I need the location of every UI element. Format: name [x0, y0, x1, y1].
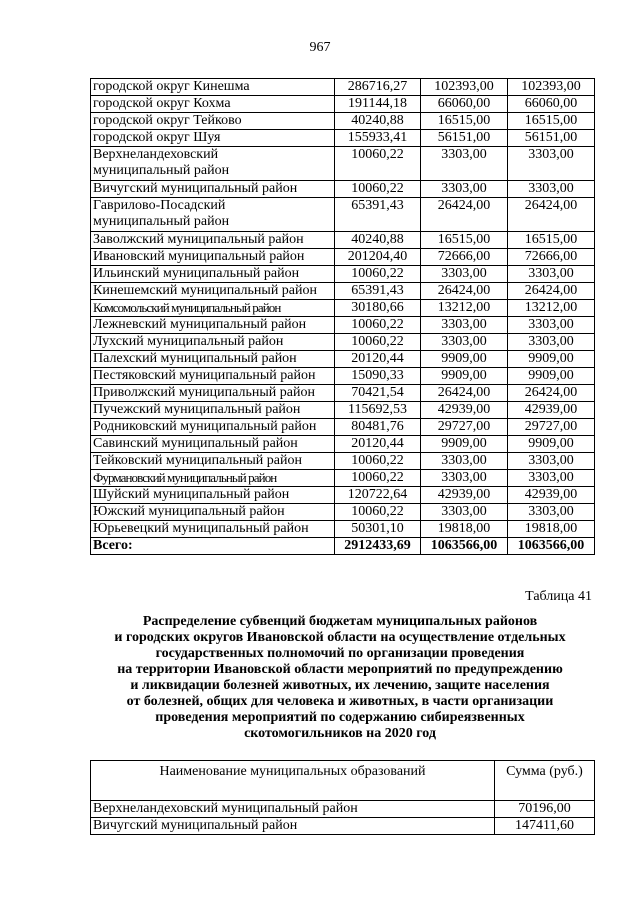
table-row — [91, 504, 595, 521]
value-col-3: 29727,00 — [508, 419, 595, 436]
value-col-1: 15090,33 — [335, 368, 421, 385]
value-col-3: 42939,00 — [508, 487, 595, 504]
value-col-1: 191144,18 — [335, 96, 421, 113]
value-col-1: 10060,22 — [335, 317, 421, 334]
value-col-1: 65391,43 — [335, 198, 421, 232]
value-col-3: 3303,00 — [508, 147, 595, 181]
value-col-3: 3303,00 — [508, 470, 595, 487]
municipality-name: Кинешемский муниципальный район — [91, 283, 335, 300]
municipality-name: Юрьевецкий муниципальный район — [91, 521, 335, 538]
value-col-2: 72666,00 — [421, 249, 508, 266]
title-line: Распределение субвенций бюджетам муниципальных районов — [142, 614, 538, 629]
value-col-2: 66060,00 — [421, 96, 508, 113]
value-col-3: 3303,00 — [508, 453, 595, 470]
value-col-2: 16515,00 — [421, 232, 508, 249]
value-col-2: 13212,00 — [421, 300, 508, 317]
municipality-name: Пучежский муниципальный район — [91, 402, 335, 419]
value-col-1: 10060,22 — [335, 453, 421, 470]
value-col-2: 56151,00 — [421, 130, 508, 147]
value-col-3: 3303,00 — [508, 266, 595, 283]
value-col-2: 26424,00 — [421, 198, 508, 232]
total-value-3: 1063566,00 — [508, 538, 595, 555]
value-col-3: 16515,00 — [508, 232, 595, 249]
value-col-2: 9909,00 — [421, 436, 508, 453]
municipality-name: городской округ Шуя — [91, 130, 335, 147]
value-col-1: 50301,10 — [335, 521, 421, 538]
value-col-3: 3303,00 — [508, 317, 595, 334]
table-row — [91, 147, 595, 181]
table-row — [91, 130, 595, 147]
title-line: на территории Ивановской области мероприятий по предупреждению — [117, 662, 563, 677]
municipality-name: Лухский муниципальный район — [91, 334, 335, 351]
value-col-2: 26424,00 — [421, 385, 508, 402]
title-line: от болезней, общих для человека и животных, в части организации — [126, 694, 554, 709]
value-col-2: 3303,00 — [421, 504, 508, 521]
value-col-3: 102393,00 — [508, 79, 595, 96]
municipality-name: Верхнеландеховский муниципальный район — [91, 147, 335, 181]
value-col-2: 42939,00 — [421, 402, 508, 419]
table-row — [91, 113, 595, 130]
municipality-name: Южский муниципальный район — [91, 504, 335, 521]
header-sum: Сумма (руб.) — [495, 761, 595, 801]
value-col-1: 30180,66 — [335, 300, 421, 317]
value-col-2: 3303,00 — [421, 334, 508, 351]
total-label: Всего: — [91, 538, 335, 555]
value-col-1: 155933,41 — [335, 130, 421, 147]
municipality-name: Савинский муниципальный район — [91, 436, 335, 453]
value-col-2: 9909,00 — [421, 368, 508, 385]
value-col-1: 201204,40 — [335, 249, 421, 266]
value-col-1: 20120,44 — [335, 351, 421, 368]
value-col-2: 19818,00 — [421, 521, 508, 538]
document-title — [80, 614, 600, 742]
municipality-name: Гаврилово-Посадский муниципальный район — [91, 198, 335, 232]
total-value-1: 2912433,69 — [335, 538, 421, 555]
table-row — [91, 79, 595, 96]
value-col-2: 3303,00 — [421, 470, 508, 487]
table-label: Таблица 41 — [525, 589, 592, 604]
value-col-1: 20120,44 — [335, 436, 421, 453]
value-col-3: 42939,00 — [508, 402, 595, 419]
title-line: государственных полномочий по организации проведения — [155, 646, 525, 661]
title-line: скотомогильников на 2020 год — [244, 726, 436, 741]
value-col-1: 10060,22 — [335, 266, 421, 283]
value-col-2: 16515,00 — [421, 113, 508, 130]
value-col-3: 16515,00 — [508, 113, 595, 130]
municipality-name: Тейковский муниципальный район — [91, 453, 335, 470]
municipality-name: Ивановский муниципальный район — [91, 249, 335, 266]
table-row — [91, 368, 595, 385]
value-col-2: 26424,00 — [421, 283, 508, 300]
municipality-name: Заволжский муниципальный район — [91, 232, 335, 249]
distribution-table-body — [91, 801, 595, 835]
value-col-2: 3303,00 — [421, 317, 508, 334]
value-col-3: 19818,00 — [508, 521, 595, 538]
table-row — [91, 96, 595, 113]
distribution-table-header — [91, 761, 595, 801]
table-row — [91, 419, 595, 436]
value-col-2: 3303,00 — [421, 453, 508, 470]
municipality-name: Комсомольский муниципальный район — [91, 300, 335, 317]
title-line: и ликвидации болезней животных, их лечению, защите населения — [130, 678, 550, 693]
value-col-2: 102393,00 — [421, 79, 508, 96]
municipality-name: Вичугский муниципальный район — [91, 181, 335, 198]
value-col-3: 13212,00 — [508, 300, 595, 317]
table-row — [91, 453, 595, 470]
value-col-3: 72666,00 — [508, 249, 595, 266]
value-col-1: 10060,22 — [335, 504, 421, 521]
table-row — [91, 801, 595, 818]
subsidy-table-body — [91, 79, 595, 555]
value-col-3: 9909,00 — [508, 368, 595, 385]
distribution-table — [90, 760, 595, 835]
value-col-2: 3303,00 — [421, 181, 508, 198]
table-row — [91, 266, 595, 283]
municipality-name: Палехский муниципальный район — [91, 351, 335, 368]
table-row — [91, 198, 595, 232]
value-col-1: 286716,27 — [335, 79, 421, 96]
municipality-name: Приволжский муниципальный район — [91, 385, 335, 402]
municipality-name: Пестяковский муниципальный район — [91, 368, 335, 385]
subsidy-table — [90, 78, 595, 555]
value-col-1: 40240,88 — [335, 113, 421, 130]
table-row — [91, 402, 595, 419]
table-row — [91, 317, 595, 334]
total-row — [91, 538, 595, 555]
value-col-3: 66060,00 — [508, 96, 595, 113]
value-col-2: 29727,00 — [421, 419, 508, 436]
value-col-1: 70421,54 — [335, 385, 421, 402]
value-col-1: 40240,88 — [335, 232, 421, 249]
table-row — [91, 232, 595, 249]
value-col-3: 3303,00 — [508, 334, 595, 351]
value-col-2: 3303,00 — [421, 266, 508, 283]
value-col-1: 65391,43 — [335, 283, 421, 300]
value-col-1: 115692,53 — [335, 402, 421, 419]
sum-value: 70196,00 — [495, 801, 595, 818]
table-row — [91, 385, 595, 402]
table-row — [91, 181, 595, 198]
table-row — [91, 818, 595, 835]
table-row — [91, 487, 595, 504]
table-row — [91, 300, 595, 317]
header-municipality: Наименование муниципальных образований — [91, 761, 495, 801]
value-col-2: 3303,00 — [421, 147, 508, 181]
table-row — [91, 249, 595, 266]
value-col-1: 10060,22 — [335, 334, 421, 351]
municipality-name: Ильинский муниципальный район — [91, 266, 335, 283]
title-line: проведения мероприятий по содержанию сибиреязвенных — [155, 710, 525, 725]
sum-value: 147411,60 — [495, 818, 595, 835]
value-col-3: 9909,00 — [508, 351, 595, 368]
value-col-2: 42939,00 — [421, 487, 508, 504]
table-row — [91, 283, 595, 300]
value-col-3: 3303,00 — [508, 504, 595, 521]
table-row — [91, 436, 595, 453]
value-col-1: 10060,22 — [335, 181, 421, 198]
value-col-3: 3303,00 — [508, 181, 595, 198]
municipality-name: городской округ Тейково — [91, 113, 335, 130]
table-row — [91, 470, 595, 487]
municipality-name: Лежневский муниципальный район — [91, 317, 335, 334]
page-number: 967 — [309, 40, 331, 55]
municipality-name: Вичугский муниципальный район — [91, 818, 495, 835]
value-col-3: 26424,00 — [508, 198, 595, 232]
value-col-3: 56151,00 — [508, 130, 595, 147]
value-col-3: 9909,00 — [508, 436, 595, 453]
municipality-name: Родниковский муниципальный район — [91, 419, 335, 436]
total-value-2: 1063566,00 — [421, 538, 508, 555]
municipality-name: Верхнеландеховский муниципальный район — [91, 801, 495, 818]
municipality-name: городской округ Кинешма — [91, 79, 335, 96]
municipality-name: городской округ Кохма — [91, 96, 335, 113]
table-row — [91, 351, 595, 368]
municipality-name: Фурмановский муниципальный район — [91, 470, 335, 487]
value-col-3: 26424,00 — [508, 283, 595, 300]
value-col-1: 10060,22 — [335, 147, 421, 181]
value-col-1: 10060,22 — [335, 470, 421, 487]
table-row — [91, 521, 595, 538]
value-col-1: 80481,76 — [335, 419, 421, 436]
table-row — [91, 334, 595, 351]
municipality-name: Шуйский муниципальный район — [91, 487, 335, 504]
value-col-3: 26424,00 — [508, 385, 595, 402]
value-col-1: 120722,64 — [335, 487, 421, 504]
value-col-2: 9909,00 — [421, 351, 508, 368]
title-line: и городских округов Ивановской области на осуществление отдельных — [114, 630, 566, 645]
